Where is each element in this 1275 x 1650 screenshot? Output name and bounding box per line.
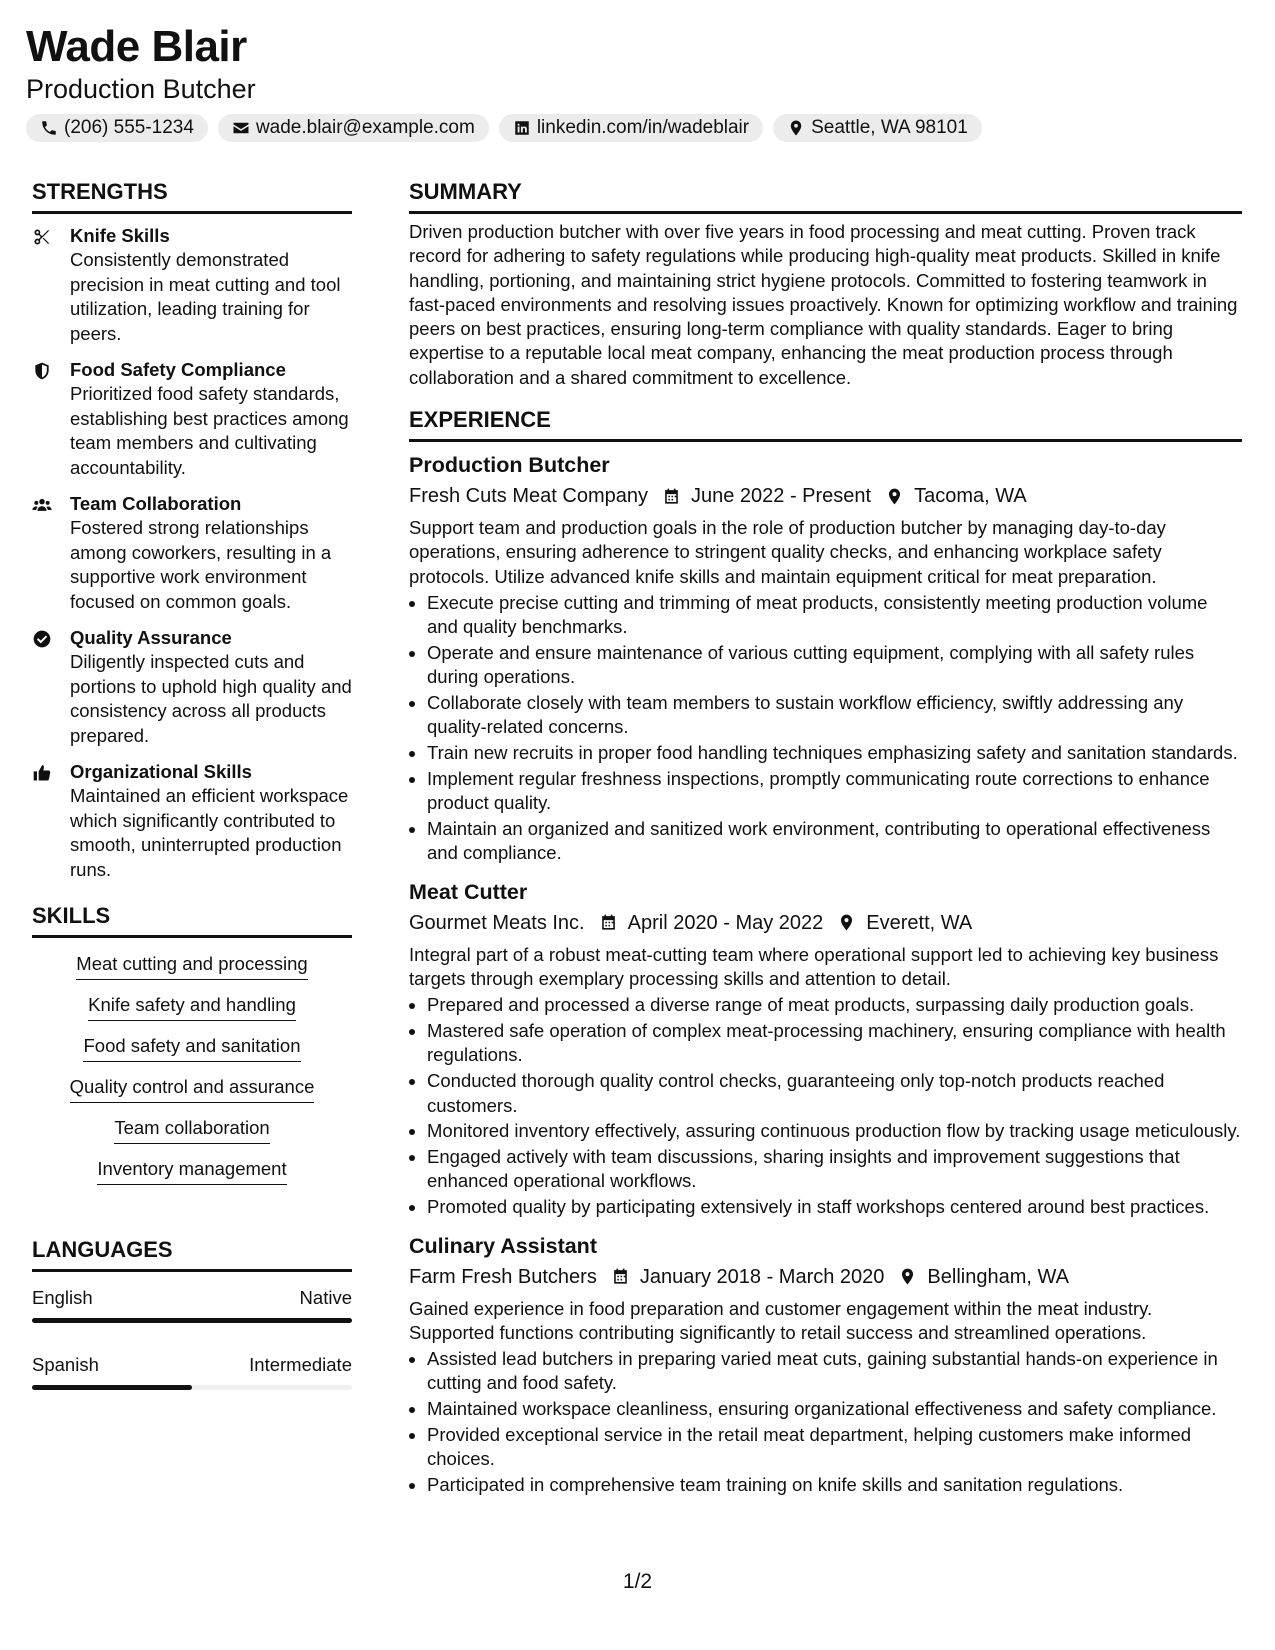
job-title: Production Butcher xyxy=(409,453,610,478)
language-name: Spanish xyxy=(32,1354,99,1375)
job-title: Culinary Assistant xyxy=(409,1233,597,1258)
job-bullet: • Assisted lead butchers in preparing varied meat cuts, gaining substantial hands-on experience in cutting and food safety. xyxy=(427,1347,1242,1396)
skill-item: Team collaboration xyxy=(114,1116,269,1144)
job-bullet: • Train new recruits in proper food handling techniques emphasizing safety and sanitation standards. xyxy=(427,741,1242,765)
strength-title: Organizational Skills xyxy=(70,761,252,782)
job-title: Meat Cutter xyxy=(409,879,528,904)
job-bullet: • Implement regular freshness inspections, promptly communicating route corrections to enhance product quality. xyxy=(427,767,1242,816)
job-bullet: • Provided exceptional service in the retail meat department, helping customers make informed choices. xyxy=(427,1423,1242,1472)
language-level: Native xyxy=(299,1287,352,1308)
job-dates: June 2022 - Present xyxy=(690,485,872,508)
language-item xyxy=(32,1353,352,1390)
left-column xyxy=(32,178,352,1390)
job-meta xyxy=(409,1263,1242,1291)
scissors-icon xyxy=(32,227,52,247)
phone-text: (206) 555-1234 xyxy=(64,117,194,138)
language-proficiency-bar xyxy=(32,1318,352,1323)
job-bullet: • Collaborate closely with team members to sustain workflow efficiency, swiftly addressing any quality-related concerns. xyxy=(427,691,1242,740)
job-bullet: • Promoted quality by participating extensively in staff workshops centered around best practices. xyxy=(427,1195,1242,1219)
strength-title: Quality Assurance xyxy=(70,627,232,648)
job-meta xyxy=(409,909,1242,937)
linkedin-contact[interactable] xyxy=(499,114,763,142)
skills-list xyxy=(32,938,352,1198)
strength-title: Knife Skills xyxy=(70,225,170,246)
language-proficiency-fill xyxy=(32,1385,192,1390)
job-meta xyxy=(409,482,1242,510)
job-bullets xyxy=(409,1347,1242,1497)
language-level: Intermediate xyxy=(249,1354,352,1375)
thumbs-up-icon xyxy=(32,763,52,783)
job-bullet: • Maintain an organized and sanitized work environment, contributing to operational effectiveness and compliance. xyxy=(427,817,1242,866)
phone-icon xyxy=(40,119,58,137)
job-bullet: • Monitored inventory effectively, assuring continuous production flow by tracking usage meticulously. xyxy=(427,1119,1242,1143)
resume-header xyxy=(26,22,982,142)
job-bullets xyxy=(409,993,1242,1219)
job-bullet: • Execute precise cutting and trimming of meat products, consistently meeting production volume and quality benchmarks. xyxy=(427,591,1242,640)
job-bullet: • Maintained workspace cleanliness, ensuring organizational effectiveness and safety compliance. xyxy=(427,1397,1242,1421)
shield-icon xyxy=(32,361,52,381)
calendar-icon xyxy=(611,1267,630,1286)
strength-desc: Consistently demonstrated precision in meat cutting and tool utilization, leading training for peers. xyxy=(70,249,341,344)
job-company: Gourmet Meats Inc. xyxy=(409,911,585,934)
strength-desc: Maintained an efficient workspace which significantly contributed to smooth, uninterrupted production runs. xyxy=(70,785,349,880)
phone-contact[interactable] xyxy=(26,114,208,142)
strength-title: Team Collaboration xyxy=(70,493,242,514)
strength-item xyxy=(32,492,352,614)
job-dates: January 2018 - March 2020 xyxy=(639,1265,885,1288)
email-contact[interactable] xyxy=(218,114,489,142)
language-proficiency-fill xyxy=(32,1318,352,1323)
map-pin-icon xyxy=(885,487,904,506)
summary-heading: SUMMARY xyxy=(409,178,1242,214)
skill-item: Inventory management xyxy=(97,1157,286,1185)
job-description: Gained experience in food preparation and customer engagement within the meat industry. Supported functions contributing significantly to retail success and streamlined operations. xyxy=(409,1297,1153,1343)
language-item xyxy=(32,1286,352,1323)
strength-item xyxy=(32,358,352,480)
page-number: 1/2 xyxy=(622,1570,653,1593)
strength-item xyxy=(32,224,352,346)
job-bullet: • Conducted thorough quality control checks, guaranteeing only top-notch products reached customers. xyxy=(427,1069,1242,1118)
skill-item: Food safety and sanitation xyxy=(83,1034,300,1062)
job-bullet: • Mastered safe operation of complex meat-processing machinery, ensuring compliance with health regulations. xyxy=(427,1019,1242,1068)
strength-desc: Prioritized food safety standards, establishing best practices among team members and cultivating accountability. xyxy=(70,383,349,478)
experience-heading: EXPERIENCE xyxy=(409,406,1242,442)
job-bullets xyxy=(409,591,1242,866)
job-entry xyxy=(409,1232,1242,1498)
job-description: Support team and production goals in the role of production butcher by managing day-to-day operations, ensuring adherence to stringent quality checks, and enhancing workplace safety protocols. Utilize advanced knife skills and maintain equipment critical for meat preparation. xyxy=(409,517,1166,587)
job-location: Tacoma, WA xyxy=(914,485,1027,508)
job-dates: April 2020 - May 2022 xyxy=(627,911,824,934)
job-entry xyxy=(409,451,1242,866)
job-bullet: • Engaged actively with team discussions, sharing insights and improvement suggestions that enhanced operational workflows. xyxy=(427,1145,1242,1194)
calendar-icon xyxy=(662,487,681,506)
right-column xyxy=(409,178,1242,1499)
language-name: English xyxy=(32,1287,93,1308)
language-proficiency-bar xyxy=(32,1385,352,1390)
strength-title: Food Safety Compliance xyxy=(70,359,286,380)
linkedin-text: linkedin.com/in/wadeblair xyxy=(536,117,750,138)
candidate-title: Production Butcher xyxy=(26,74,256,104)
map-pin-icon xyxy=(898,1267,917,1286)
skills-heading: SKILLS xyxy=(32,902,352,938)
linkedin-icon xyxy=(513,119,531,137)
strengths-list xyxy=(32,224,352,882)
envelope-icon xyxy=(232,119,250,137)
map-pin-icon xyxy=(837,913,856,932)
contact-bar xyxy=(26,114,982,142)
candidate-name: Wade Blair xyxy=(26,22,247,71)
email-text: wade.blair@example.com xyxy=(255,117,475,138)
summary-text: Driven production butcher with over five years in food processing and meat cutting. Proven track record for adhering to safety regulations while producing high-quality meat products. Skilled in knife handling, portioning, and maintaining strict hygiene protocols. Committed to fostering teamwork in fast-paced environments and resolving issues proactively. Known for optimizing workflow and training peers on best practices, ensuring long-term compliance with quality standards. Eager to bring expertise to a reputable local meat company, enhancing the meat production process through collaboration and a shared commitment to excellence. xyxy=(409,221,1238,388)
skill-item: Knife safety and handling xyxy=(88,993,296,1021)
languages-heading: LANGUAGES xyxy=(32,1236,352,1272)
location-contact xyxy=(773,114,982,142)
strengths-heading: STRENGTHS xyxy=(32,178,352,214)
strength-desc: Fostered strong relationships among coworkers, resulting in a supportive work environment focused on common goals. xyxy=(70,517,332,612)
job-bullet: • Participated in comprehensive team training on knife skills and sanitation regulations. xyxy=(427,1473,1242,1497)
job-entry xyxy=(409,878,1242,1220)
job-company: Farm Fresh Butchers xyxy=(409,1265,597,1288)
job-description: Integral part of a robust meat-cutting team where operational support led to achieving key business targets through exemplary processing skills and attention to detail. xyxy=(409,943,1219,990)
job-bullet: • Operate and ensure maintenance of various cutting equipment, complying with all safety rules during operations. xyxy=(427,641,1242,690)
strength-item xyxy=(32,626,352,748)
job-location: Bellingham, WA xyxy=(927,1265,1069,1288)
job-company: Fresh Cuts Meat Company xyxy=(409,485,648,508)
users-icon xyxy=(32,495,52,515)
skill-item: Quality control and assurance xyxy=(70,1075,315,1103)
job-location: Everett, WA xyxy=(866,911,973,934)
strength-desc: Diligently inspected cuts and portions to uphold high quality and consistency across all products prepared. xyxy=(70,651,352,746)
job-bullet: • Prepared and processed a diverse range of meat products, surpassing daily production goals. xyxy=(427,993,1242,1017)
map-pin-icon xyxy=(787,119,805,137)
check-circle-icon xyxy=(32,629,52,649)
location-text: Seattle, WA 98101 xyxy=(811,117,968,138)
skill-item: Meat cutting and processing xyxy=(76,952,307,980)
calendar-icon xyxy=(599,913,618,932)
strength-item xyxy=(32,760,352,882)
